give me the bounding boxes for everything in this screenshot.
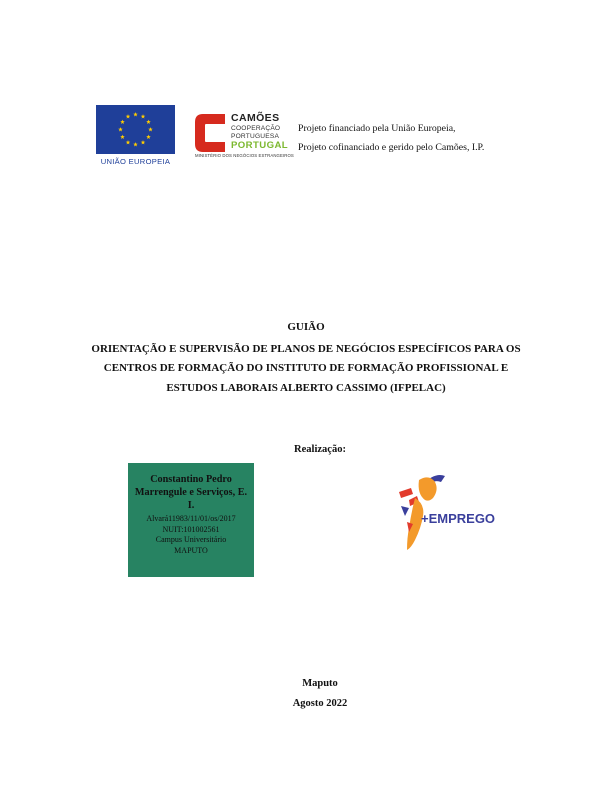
eu-logo [96, 105, 175, 168]
document-title-line-2: CENTROS DE FORMAÇÃO DO INSTITUTO DE FORMAÇÃO PROFISSIONAL E [103, 362, 509, 374]
camoes-ministry: MINISTÉRIO DOS NEGÓCIOS ESTRANGEIROS [195, 153, 294, 158]
camoes-country: PORTUGAL [231, 140, 289, 151]
emprego-text: +EMPREGO [421, 511, 496, 526]
camoes-c-icon [195, 114, 225, 152]
document-heading: GUIÃO [287, 321, 325, 333]
stamp-nuit: NUIT:101002561 [162, 524, 220, 534]
company-stamp [128, 463, 254, 577]
emprego-figure-icon [395, 470, 510, 554]
document-title-line-3: ESTUDOS LABORAIS ALBERTO CASSIMO (IFPELAC) [166, 382, 446, 394]
funding-text-1: Projeto financiado pela União Europeia, [298, 123, 456, 134]
document-title-line-1: ORIENTAÇÃO E SUPERVISÃO DE PLANOS DE NEGÓCIOS ESPECÍFICOS PARA OS [91, 343, 521, 355]
emprego-logo [395, 470, 510, 554]
stamp-city: MAPUTO [174, 545, 208, 555]
camoes-subtitle-1: COOPERAÇÃO [231, 125, 281, 132]
eu-label: UNIÃO EUROPEIA [100, 157, 171, 166]
footer-city: Maputo [302, 678, 338, 689]
stamp-alvara: Alvará11983/11/01/os/2017 [146, 514, 236, 523]
camoes-subtitle-2: PORTUGUESA [231, 132, 280, 140]
camoes-title: CAMÕES [231, 112, 280, 124]
eu-flag-icon [96, 105, 175, 154]
footer-date: Agosto 2022 [292, 698, 348, 709]
camoes-logo [195, 112, 295, 162]
stamp-company-name: Constantino Pedro Marrengule e Serviços, E. I. [134, 474, 248, 511]
funding-text-2: Projeto cofinanciado e gerido pelo Camões, I.P. [298, 142, 485, 153]
realizacao-label: Realização: [294, 444, 346, 455]
stamp-campus: Campus Universitário [155, 535, 227, 544]
